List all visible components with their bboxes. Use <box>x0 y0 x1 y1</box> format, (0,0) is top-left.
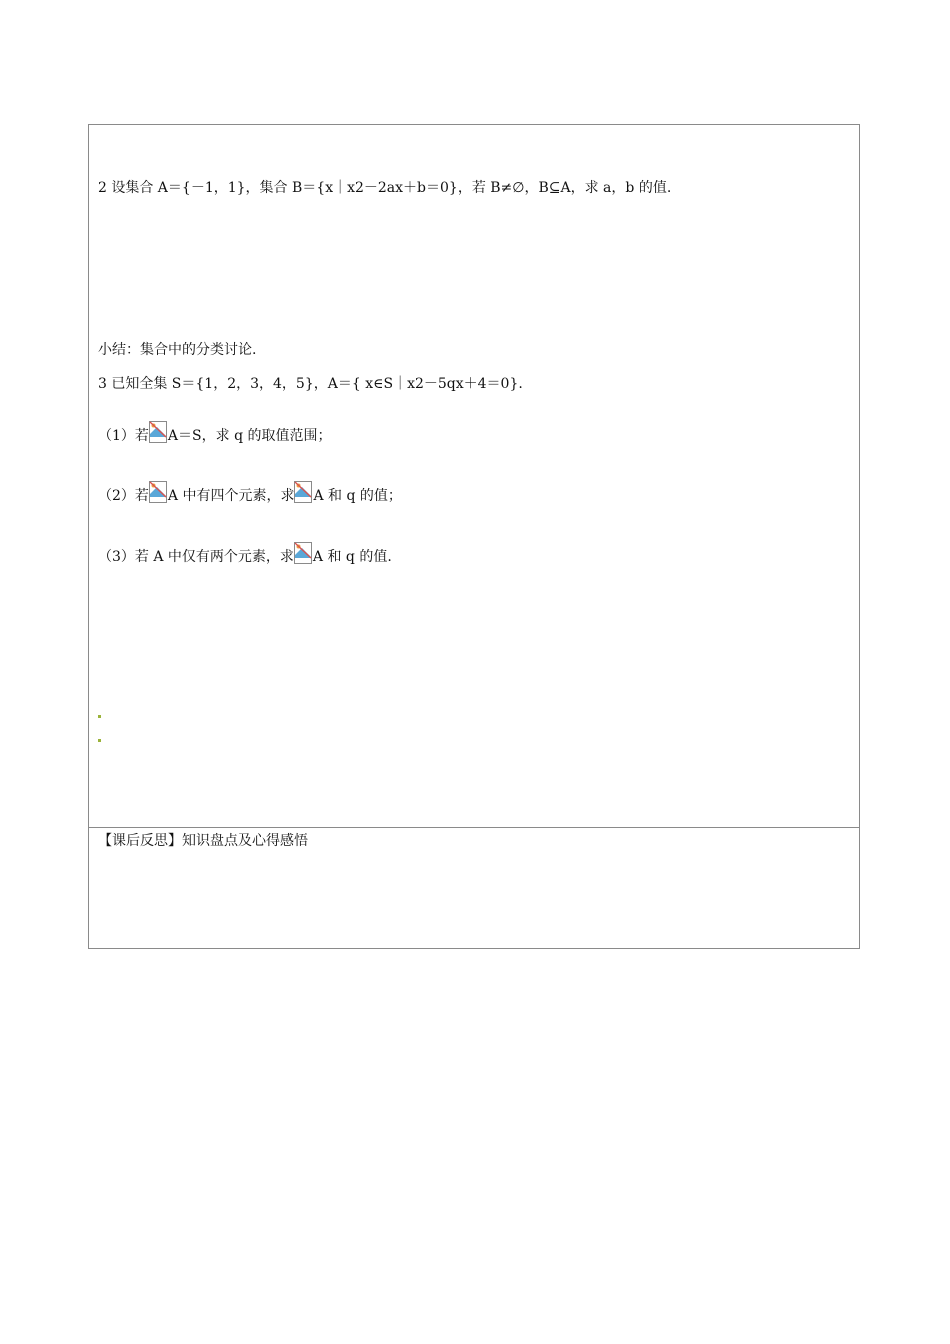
summary-text: 小结：集合中的分类讨论. <box>98 342 257 358</box>
part-3-before: （3）若 A 中仅有两个元素，求 <box>98 549 294 565</box>
broken-image-icon <box>294 481 312 503</box>
table-row-divider <box>89 827 859 828</box>
broken-image-icon <box>149 421 167 443</box>
format-marker <box>98 739 101 742</box>
problem-2-text: 2 设集合 A＝{－1，1}，集合 B＝{x｜x2－2ax＋b＝0}，若 B≠∅，B⊆A，求 a，b 的值. <box>98 180 672 196</box>
part-1-after: A＝S，求 q 的取值范围； <box>167 428 332 444</box>
worksheet-table <box>88 124 860 949</box>
format-marker <box>98 715 101 718</box>
reflection-heading: 【课后反思】知识盘点及心得感悟 <box>98 833 308 849</box>
part-2-after: A 和 q 的值； <box>313 488 402 504</box>
part-2-middle: A 中有四个元素，求 <box>167 488 295 504</box>
part-2-before: （2）若 <box>98 488 149 504</box>
broken-image-icon <box>294 542 312 564</box>
part-3-after: A 和 q 的值. <box>312 549 392 565</box>
problem-3-part-1 <box>98 421 332 445</box>
problem-3-part-3 <box>98 542 392 566</box>
problem-3-text: 3 已知全集 S＝{1，2，3，4，5}，A＝{ x∈S｜x2－5qx＋4＝0}. <box>98 376 523 392</box>
part-1-before: （1）若 <box>98 428 149 444</box>
problem-3-part-2 <box>98 481 402 505</box>
broken-image-icon <box>149 481 167 503</box>
